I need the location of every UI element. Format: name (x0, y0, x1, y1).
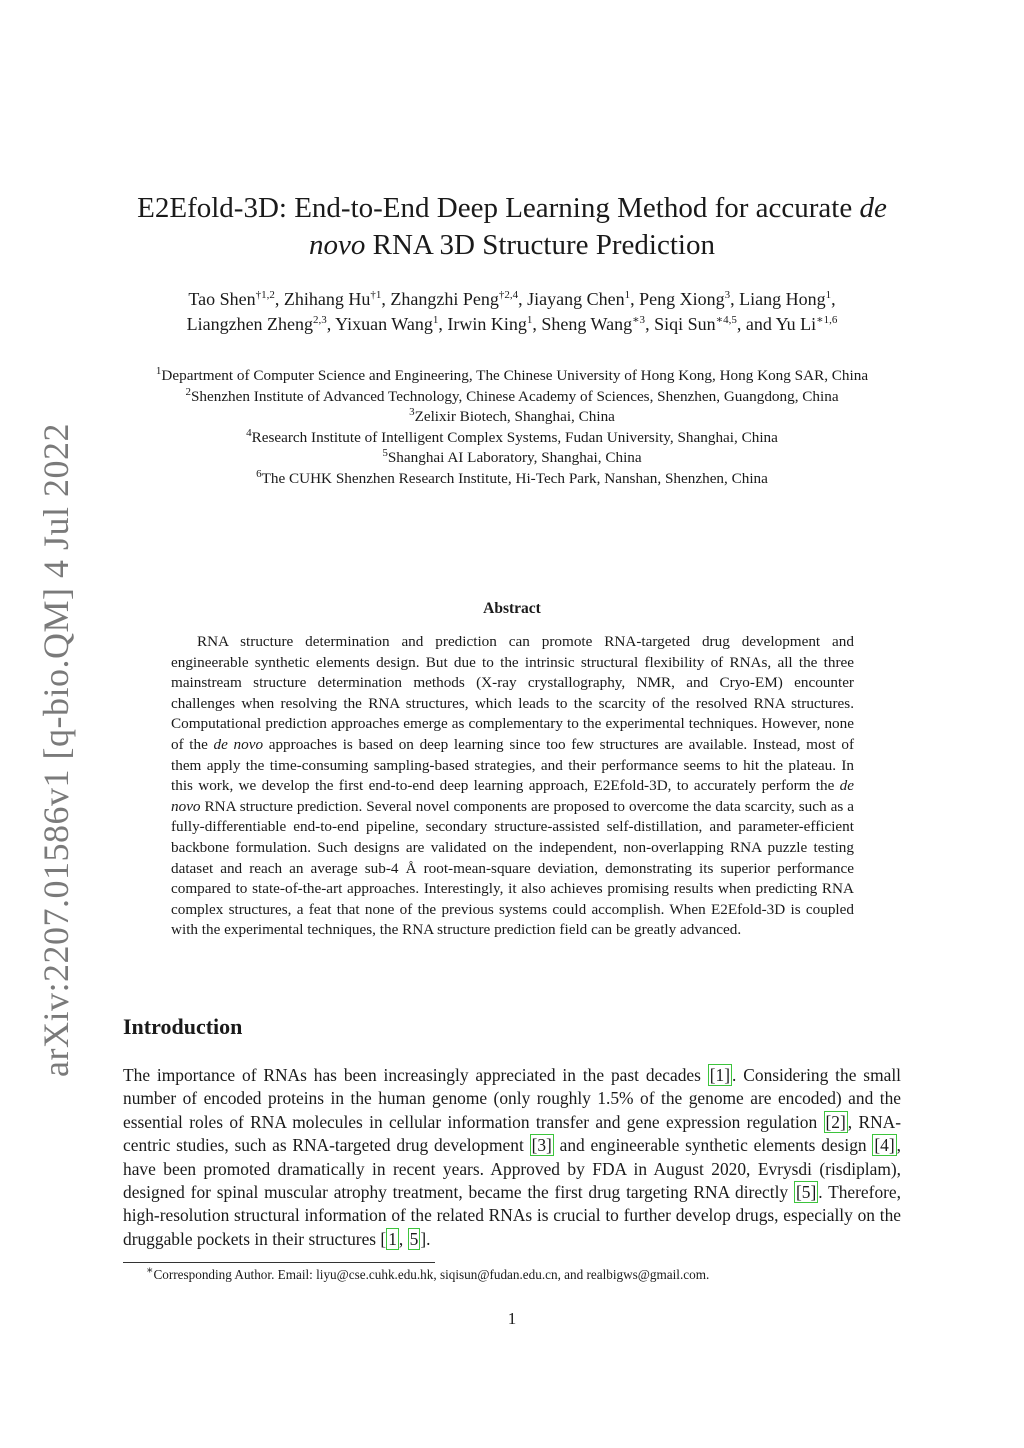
citation-link[interactable]: 1 (388, 1228, 397, 1249)
author: Peng Xiong$^3$, (639, 289, 740, 309)
abstract-heading: Abstract (483, 600, 541, 617)
author: Liang Hong$^1$, (739, 289, 836, 309)
citation-link[interactable]: [4] (874, 1135, 895, 1156)
abstract-body: RNA structure determination and prediction can promote RNA-targeted drug development and engineerable synthetic elements design. But due to the intrinsic structural flexibility of RNAs, all the three mainstream structure determination methods (X-ray crystallography, NMR, and Cryo-EM) encounter challenges when resolving the RNA structures, which leads to the scarcity of the resolved RNA structures. Computational prediction approaches emerge as complementary to the experimental techniques. However, none of the de novo approaches is based on deep learning since too few structures are available. Instead, most of them apply the time-consuming sampling-based strategies, and their performance seems to hit the plateau. In this work, we develop the first end-to-end deep learning approach, E2Efold-3D, to accurately perform the de novo RNA structure prediction. Several novel components are proposed to overcome the data scarcity, such as a fully-differentiable end-to-end pipeline, secondary structure-assisted self-distillation, and parameter-efficient backbone formulation. Such designs are validated on the independent, non-overlapping RNA puzzle testing dataset and reach an average sub-4 Å root-mean-square deviation, demonstrating its superior performance compared to state-of-the-art approaches. Interestingly, it also achieves promising results when predicting RNA complex structures, a feat that none of the previous systems could accomplish. When E2Efold-3D is coupled with the experimental techniques, the RNA structure prediction field can be greatly advanced. (171, 633, 855, 939)
affiliation: $^3$Zelixir Biotech, Shanghai, China (409, 406, 615, 426)
citation-link[interactable]: [3] (531, 1135, 552, 1156)
title-part2: RNA 3D Structure Prediction (365, 229, 715, 261)
author: Zhihang Hu$^{\dagger 1}$, (283, 289, 391, 309)
affiliation: $^6$The CUHK Shenzhen Research Institute, Hi-Tech Park, Nanshan, Shenzhen, China (256, 467, 768, 487)
title-italic-de: de (859, 192, 887, 224)
paper-title (110, 190, 914, 264)
title-italic-novo: novo (309, 229, 366, 261)
affiliation: $^4$Research Institute of Intelligent Complex Systems, Fudan University, Shanghai, China (246, 426, 778, 446)
citation-link[interactable]: [2] (825, 1111, 846, 1132)
author: Siqi Sun$^{∗4,5}$, (654, 314, 746, 334)
introduction-body: The importance of RNAs has been increasingly appreciated in the past decades [1] . Considering the small number of encoded proteins in the human genome (only roughly 1.5% of the genome are encoded) and the essential roles of RNA molecules in cellular information transfer and gene expression regulation [2] , RNA-centric studies, such as RNA-targeted drug development [3] and engineerable synthetic elements design [4] , have been promoted dramatically in recent years. Approved by FDA in August 2020, Evrysdi (risdiplam), designed for spinal muscular atrophy treatment, became the first drug targeting RNA directly [5] . Therefore, high-resolution structural information of the related RNAs is crucial to further develop drugs, especially on the druggable pockets in their structures [ 1 , 5 ]. (123, 1065, 901, 1249)
author: and Yu $Li^{∗1,6}$ (745, 314, 838, 334)
author: Jiayang Chen$^1$, (527, 289, 640, 309)
arxiv-stamp: arXiv:2207.01586v1 [q-bio.QM] 4 Jul 2022 (36, 423, 76, 1077)
affiliation: $^1$Department of Computer Science and Engineering, The Chinese University of Hong Kong, Hong Kong SAR, China (155, 364, 869, 384)
citation-link[interactable]: [5] (795, 1182, 817, 1203)
page-number: 1 (507, 1309, 517, 1328)
author: Sheng Wang$^{∗3}$, (541, 314, 655, 334)
footnote-rule (123, 1262, 435, 1263)
author-list (110, 287, 914, 337)
affiliations (110, 366, 914, 490)
introduction-heading: Introduction (123, 1014, 243, 1039)
title-part1: E2Efold-3D: End-to-End Deep Learning Method for accurate (137, 192, 860, 224)
affiliation: $^5$Shanghai AI Laboratory, Shanghai, China (382, 447, 642, 467)
affiliation: $^2$Shenzhen Institute of Advanced Technology, Chinese Academy of Sciences, Shenzhen, Guangdong, China (185, 385, 839, 405)
footnote: ∗Corresponding Author. Email: liyu@cse.cuhk.edu.hk, siqisun@fudan.edu.cn, and realbigws@gmail.com. (146, 1264, 710, 1282)
author: Liangzhen Zheng$^{2,3}$, (186, 314, 336, 334)
citation-link[interactable]: [1] (709, 1065, 731, 1085)
author: Irwin King$^1$, (447, 314, 542, 334)
author: Zhangzhi Peng$^{\dagger 2,4}$, (390, 289, 528, 309)
citation-link[interactable]: 5 (409, 1228, 419, 1249)
author: Yixuan Wang$^1$, (335, 314, 448, 334)
author: Tao Shen$^{\dagger 1,2}$, (188, 289, 284, 309)
